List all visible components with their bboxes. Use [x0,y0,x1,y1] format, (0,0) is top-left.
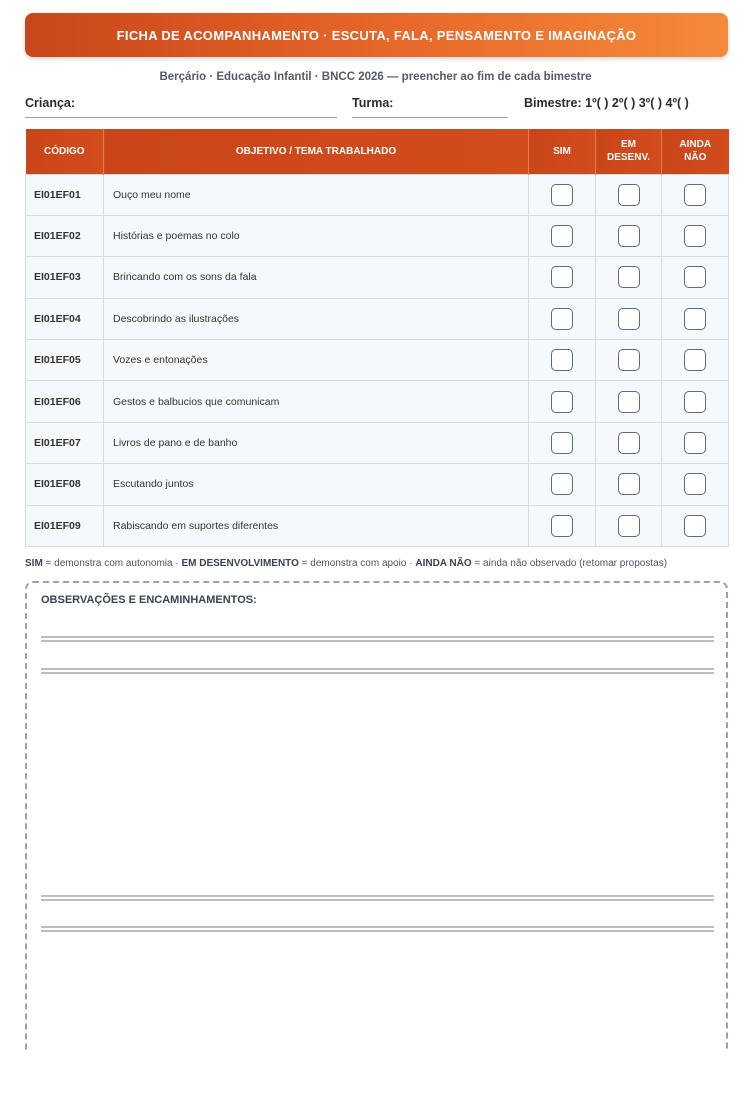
header-ainda-nao-line2: NÃO [684,152,707,164]
row-objective: Vozes e entonações [104,340,529,381]
crianca-field[interactable]: Criança: [25,96,337,118]
header-ainda-nao [662,129,729,174]
legend-ainda-desc: = ainda não observado (retomar propostas) [471,558,668,569]
ainda-nao-checkbox[interactable] [684,391,706,413]
ainda-nao-checkbox[interactable] [684,515,706,537]
row-code: EI01EF04 [26,298,104,339]
sim-checkbox[interactable] [551,391,573,413]
ainda-nao-checkbox[interactable] [684,266,706,288]
sim-checkbox[interactable] [551,473,573,495]
header-em-desenv-line1: EM [621,139,636,151]
ainda-nao-checkbox[interactable] [684,473,706,495]
row-objective: Descobrindo as ilustrações [104,298,529,339]
table-row [26,464,729,505]
table-row [26,505,729,546]
table-row [26,381,729,422]
ainda-nao-checkbox[interactable] [684,349,706,371]
objectives-table [25,129,729,547]
row-code: EI01EF02 [26,215,104,256]
table-row [26,174,729,215]
row-code: EI01EF07 [26,422,104,463]
ainda-nao-checkbox[interactable] [684,308,706,330]
writing-line [41,636,714,642]
bimestre-field[interactable]: Bimestre: 1º( ) 2º( ) 3º( ) 4º( ) [524,96,689,110]
ainda-nao-checkbox[interactable] [684,432,706,454]
legend-sim-desc: = demonstra com autonomia · [42,558,182,569]
row-code: EI01EF01 [26,174,104,215]
page-subtitle: Berçário · Educação Infantil · BNCC 2026 — preencher ao fim de cada bimestre [159,71,592,83]
legend [25,558,728,569]
sim-checkbox[interactable] [551,225,573,247]
header-ainda-nao-line1: AINDA [679,139,712,151]
turma-field[interactable]: Turma: [352,96,508,118]
sim-checkbox[interactable] [551,515,573,537]
row-code: EI01EF05 [26,340,104,381]
table-header-row [26,129,729,174]
legend-ainda-term: AINDA NÃO [415,558,472,569]
table-row [26,215,729,256]
legend-sim-term: SIM [25,558,43,569]
row-code: EI01EF06 [26,381,104,422]
em-desenv-checkbox[interactable] [618,473,640,495]
row-objective: Gestos e balbucios que comunicam [104,381,529,422]
row-objective: Livros de pano e de banho [104,422,529,463]
em-desenv-checkbox[interactable] [618,515,640,537]
row-code: EI01EF03 [26,257,104,298]
em-desenv-checkbox[interactable] [618,184,640,206]
ainda-nao-checkbox[interactable] [684,184,706,206]
writing-line [41,668,714,674]
page-title: FICHA DE ACOMPANHAMENTO · ESCUTA, FALA, PENSAMENTO E IMAGINAÇÃO [116,27,637,43]
row-code: EI01EF09 [26,505,104,546]
table-row [26,340,729,381]
row-objective: Ouço meu nome [104,174,529,215]
row-objective: Rabiscando em suportes diferentes [104,505,529,546]
header-em-desenv-line2: DESENV. [607,152,650,164]
observations-box[interactable] [25,581,728,1051]
table-row [26,298,729,339]
header-sim: SIM [529,129,596,174]
legend-em-desc: = demonstra com apoio · [298,558,416,569]
em-desenv-checkbox[interactable] [618,266,640,288]
sim-checkbox[interactable] [551,184,573,206]
writing-line [41,926,714,932]
em-desenv-checkbox[interactable] [618,391,640,413]
sim-checkbox[interactable] [551,432,573,454]
writing-line [41,895,714,901]
observations-title: OBSERVAÇÕES E ENCAMINHAMENTOS: [41,594,257,606]
em-desenv-checkbox[interactable] [618,349,640,371]
row-objective: Brincando com os sons da fala [104,257,529,298]
table-row [26,422,729,463]
header-em-desenv [596,129,662,174]
header-objetivo: OBJETIVO / TEMA TRABALHADO [104,129,529,174]
em-desenv-checkbox[interactable] [618,308,640,330]
row-objective: Escutando juntos [104,464,529,505]
table-row [26,257,729,298]
row-objective: Histórias e poemas no colo [104,215,529,256]
header-banner [25,13,728,57]
legend-em-term: EM DESENVOLVIMENTO [181,558,299,569]
header-codigo: CÓDIGO [26,129,104,174]
sim-checkbox[interactable] [551,308,573,330]
em-desenv-checkbox[interactable] [618,225,640,247]
sim-checkbox[interactable] [551,349,573,371]
row-code: EI01EF08 [26,464,104,505]
ainda-nao-checkbox[interactable] [684,225,706,247]
em-desenv-checkbox[interactable] [618,432,640,454]
sim-checkbox[interactable] [551,266,573,288]
